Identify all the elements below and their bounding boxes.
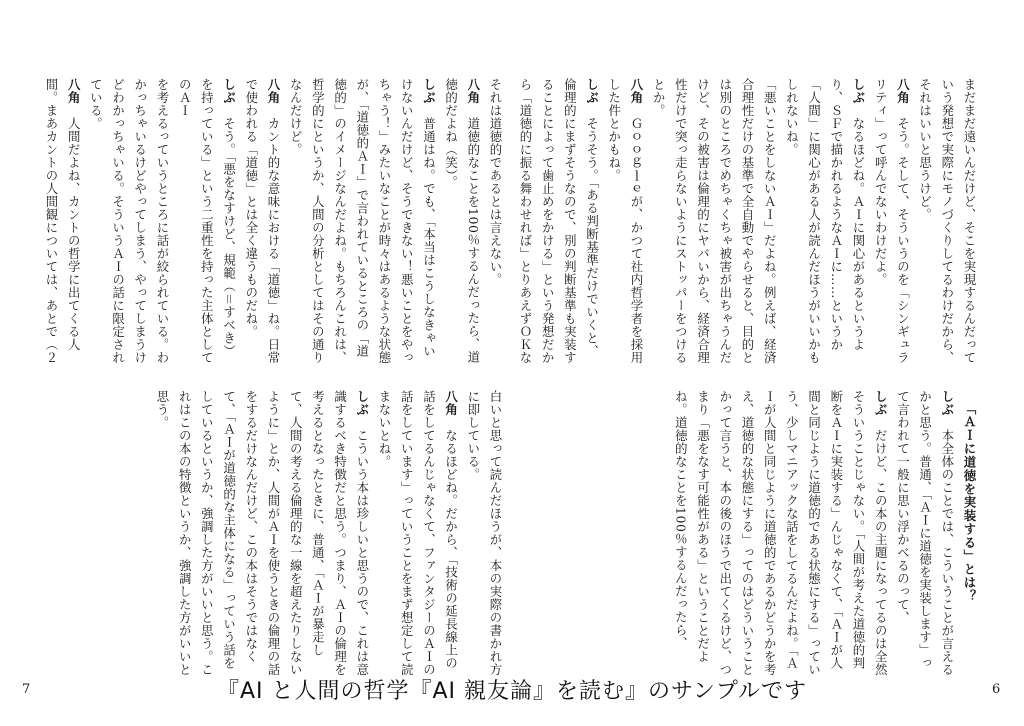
- paragraph-text: 道徳的なことを100％するんだったら、道徳的だよね（笑）。: [443, 78, 481, 364]
- paragraph: [173, 78, 240, 366]
- paragraph: [647, 78, 780, 366]
- paragraph-text: そう。そして、そういうのを「シンギュラリティ」って呼んでないわけだよ。: [873, 78, 911, 364]
- paragraph: [44, 78, 84, 366]
- paragraph: [518, 78, 603, 366]
- speaker-label: しぶ: [421, 78, 437, 104]
- section-heading: 「ＡＩに道徳を実装する」とは？: [962, 402, 977, 603]
- paragraph-text: そう。「悪をなすけど、規範（＝すべき）を持っている」という二重性を持った主体としてのＡＩ: [177, 78, 237, 364]
- right-page-bottom-block: [518, 390, 980, 678]
- left-page-top-block: [44, 78, 506, 366]
- paragraph-text: 普通はね。でも、「本当はこうしなきゃいけないんだけど、そうできない！悪いことをやっちゃう！」みたいなことが時々はあるような状態が、「道徳的ＡＩ」で言われているところの「道徳的」のイメージなんだよね。もちろんこれは、哲学的にというか、人間の分析としてはその通りなんだけど。: [288, 78, 437, 364]
- left-page-bottom-block: [44, 390, 506, 678]
- paragraph-text: だけど、この本の主題になってるのは全然そういうことじゃない。「人間が考えた道徳的判断をＡＩに実装する」んじゃなくて、「ＡＩが人間と同じように道徳的である状態にする」っていう、少しマニアックな話をしてるんだよね。「ＡＩが人間と同じように道徳的であるかどうかを考え、道徳的な状態にする」ってのはどういうことかって言うと、本の後のほうで出てくるけど、つまり「悪をなす可能性がある」ということだよね。道徳的なことを100％するんだったら、: [673, 390, 889, 676]
- paragraph-text: カント的な意味における「道徳」ね。日常で使われる「道徳」とは全く違うものだね。: [243, 78, 281, 364]
- speaker-label: 八角: [628, 78, 644, 104]
- right-page: [518, 78, 980, 678]
- paragraph: [869, 78, 913, 366]
- speaker-label: しぶ: [221, 78, 237, 104]
- paragraph-text: を考えるっていうところに話が絞られている。わかっちゃいるけどやってしまう、やってしまうけどわかっちゃいる。そういうＡＩの話に限定されている。: [88, 78, 170, 364]
- paragraph-text: 人間だよね、カントの哲学に出てくる人間。まあカントの人間観については、あとで（２: [44, 78, 82, 364]
- paragraph-text: それは道徳的であるとは言えない。: [488, 78, 503, 286]
- speaker-label: しぶ: [584, 78, 600, 104]
- paragraph: [780, 78, 869, 366]
- speaker-label: 八角: [66, 78, 82, 104]
- paragraph: [603, 78, 647, 366]
- speaker-label: しぶ: [939, 390, 955, 416]
- left-page: [44, 78, 506, 678]
- paragraph: [484, 78, 506, 366]
- paragraph: [913, 78, 980, 366]
- speaker-label: しぶ: [354, 390, 370, 416]
- page-number-right: 6: [992, 682, 1001, 697]
- paragraph-text: 白いと思って読んだほうが、本の実際の書かれ方に即している。: [465, 390, 503, 676]
- paragraph: [439, 78, 483, 366]
- paragraph-text: なるほどね。ＡＩに関心があるというより、ＳＦで描かれるようなＡＩに……というか「人間」に関心がある人が読んだほうがいいかもしれないね。: [784, 78, 866, 364]
- sample-banner: 『AI と人間の哲学『AI 親友論』を読む』のサンプルです: [216, 679, 808, 704]
- paragraph: [891, 390, 958, 678]
- speaker-label: 八角: [895, 78, 911, 104]
- paragraph: [151, 390, 373, 678]
- paragraph-text: そうそう。「ある判断基準だけでいくと、倫理的にまずそうなので、別の判断基準も実装することによって歯止めをかける」という発想だから「道徳的に振る舞わせれば」とりあえずＯＫな: [518, 78, 600, 364]
- paragraph: [373, 390, 462, 678]
- paragraph: [284, 78, 439, 366]
- paragraph: [669, 390, 891, 678]
- paragraph: [462, 390, 506, 678]
- paragraph: [240, 78, 284, 366]
- right-page-top-block: [518, 78, 980, 366]
- paragraph-text: 「悪いことをしないＡＩ」だよね。例えば、経済合理性だけの基準で全自動でやらせると、目的とは別のところでめちゃくちゃ被害が出ちゃうんだけど、その被害は倫理的にヤバいから、経済合理性だけで突っ走らないようにストッパーをつけるとか。: [651, 78, 778, 364]
- paragraph-text: なるほどね。だから、「技術の延長線上の話をしてるんじゃなくて、ファンタジーのＡＩの話をしています」っていうことをまず想定して読まないとね。: [376, 390, 459, 676]
- paragraph-text: こういう本は珍しいと思うので、これは意識するべき特徴だと思う。つまり、ＡＩの倫理を考えるとなったときに、普通、「ＡＩが暴走して、人間の考える倫理的な一線を超えたりしないように」とか、人間がＡＩを使うときの倫理の話をするだけなんだけど、この本はそうではなくて、「ＡＩが道徳的な主体になる」っていう話をしているというか、強調した方がいいと思う。これはこの本の特徴というか、強調した方がいいと思う。: [154, 390, 370, 676]
- speaker-label: 八角: [465, 78, 481, 104]
- paragraph-text: 本全体のことでは、こういうことが言えるかと思う。普通、「ＡＩに道徳を実装します」って言われて一般に思い浮かべるのって、: [895, 390, 955, 676]
- speaker-label: 八角: [443, 390, 459, 416]
- speaker-label: しぶ: [850, 78, 866, 104]
- speaker-label: 八角: [265, 78, 281, 104]
- paragraph-text: まだまだ遠いんだけど、そこを実現するんだっていう発想で実際にモノづくりしてるわけだから、それはいいと思うけど。: [917, 78, 977, 364]
- paragraph-text: Ｇｏｏｇｌｅが、かつて社内哲学者を採用した件とかもね。: [606, 78, 644, 364]
- paragraph: [84, 78, 173, 366]
- speaker-label: しぶ: [873, 390, 889, 416]
- page-number-left: 7: [22, 682, 31, 697]
